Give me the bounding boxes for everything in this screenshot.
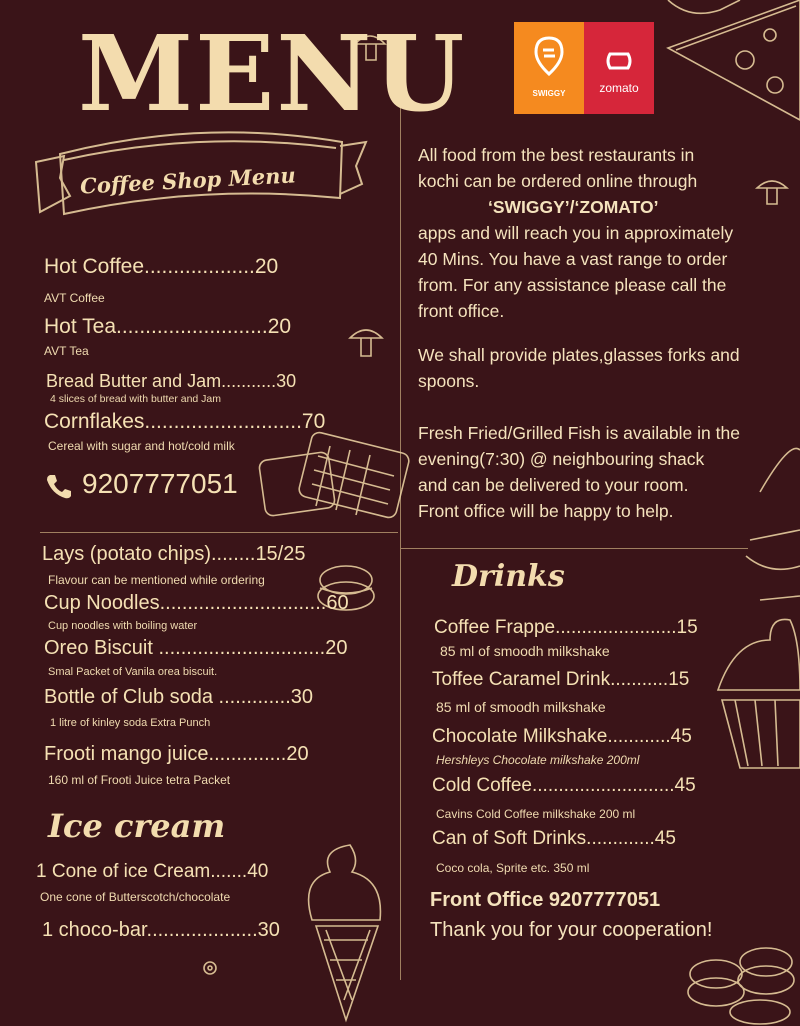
item-description: Hershleys Chocolate milkshake 200ml xyxy=(436,753,640,767)
list-item: 1 Cone of ice Cream.......40 xyxy=(36,861,269,882)
phone-icon xyxy=(44,472,72,500)
ice-cream-title: Ice cream xyxy=(48,807,226,845)
item-description: AVT Tea xyxy=(44,344,89,358)
item-description: 85 ml of smoodh milkshake xyxy=(436,699,606,715)
zomato-icon xyxy=(604,50,634,72)
zomato-label: zomato xyxy=(599,81,639,95)
list-item: Cold Coffee...........................45 xyxy=(432,775,696,796)
item-description: Flavour can be mentioned while ordering xyxy=(48,573,265,587)
list-item: Oreo Biscuit ..............................20 xyxy=(44,637,348,659)
ice-cream-cone-icon xyxy=(309,845,381,1020)
item-description: AVT Coffee xyxy=(44,291,105,305)
swiggy-label: SWIGGY xyxy=(532,89,566,98)
list-item: Bottle of Club soda .............30 xyxy=(44,686,314,708)
cupcake-icon xyxy=(718,619,800,768)
list-item: Coffee Frappe.......................15 xyxy=(434,617,698,638)
thank-you-note: Thank you for your cooperation! xyxy=(430,919,713,941)
item-description: Cereal with sugar and hot/cold milk xyxy=(48,439,235,453)
swiggy-logo xyxy=(514,22,584,114)
list-item: Lays (potato chips)........15/25 xyxy=(42,543,306,565)
info-paragraph-1: All food from the best restaurants in kochi can be ordered online through ‘SWIGGY’/‘ZOMATO’ apps and will reach you in approximately 40 Mins. You have a vast range to order from. For any assistance please call the front office. xyxy=(418,145,734,321)
list-item: Chocolate Milkshake............45 xyxy=(432,726,692,747)
list-item: Bread Butter and Jam...........30 xyxy=(46,371,297,391)
item-description: Cup noodles with boiling water xyxy=(48,620,198,632)
mushroom-icon-2 xyxy=(350,330,382,356)
pizza-icon xyxy=(668,0,800,120)
list-item: Frooti mango juice..............20 xyxy=(44,743,309,765)
list-item: Can of Soft Drinks.............45 xyxy=(432,828,676,849)
item-description: 85 ml of smoodh milkshake xyxy=(440,643,610,659)
page-title: MENU xyxy=(78,12,467,135)
phone-number[interactable]: 9207777051 xyxy=(82,468,238,499)
item-description: Cavins Cold Coffee milkshake 200 ml xyxy=(436,807,636,821)
page-subtitle: Coffee Shop Menu xyxy=(79,162,297,199)
swiggy-icon xyxy=(534,36,564,76)
zomato-logo xyxy=(584,22,654,114)
waffle-icon xyxy=(258,431,410,519)
item-description: Smal Packet of Vanila orea biscuit. xyxy=(48,666,218,678)
item-description: One cone of Butterscotch/chocolate xyxy=(40,890,231,904)
info-paragraph-3: Fresh Fried/Grilled Fish is available in the evening(7:30) @ neighbouring shack and can be delivered to your room. Front office will be happy to help. xyxy=(418,423,740,521)
list-item: Hot Coffee...................20 xyxy=(44,255,279,278)
front-office-contact: Front Office 9207777051 xyxy=(430,889,661,911)
list-item: Toffee Caramel Drink...........15 xyxy=(432,669,690,690)
item-description: 160 ml of Frooti Juice tetra Packet xyxy=(48,773,231,787)
drinks-title: Drinks xyxy=(452,559,565,594)
list-item: Cornflakes...........................70 xyxy=(44,410,326,433)
item-description: 1 litre of kinley soda Extra Punch xyxy=(50,717,211,729)
list-item: Hot Tea..........................20 xyxy=(44,315,292,338)
info-paragraph-2: We shall provide plates,glasses forks and spoons. xyxy=(418,345,740,391)
list-item: Cup Noodles..............................60 xyxy=(44,592,349,614)
item-description: 4 slices of bread with butter and Jam xyxy=(50,393,222,405)
list-item: 1 choco-bar....................30 xyxy=(42,919,280,941)
macarons-icon xyxy=(688,948,794,1024)
item-description: Coco cola, Sprite etc. 350 ml xyxy=(436,861,590,875)
spiral-icon xyxy=(204,962,216,974)
